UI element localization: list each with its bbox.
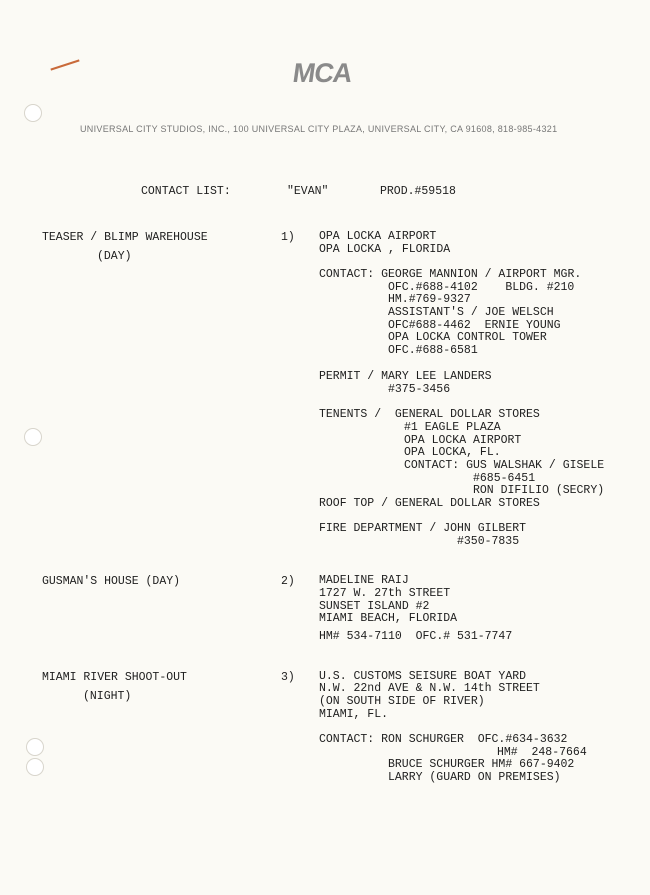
- contact-line: ASSISTANT'S / JOE WELSCH: [388, 306, 554, 319]
- scene-time: (DAY): [97, 250, 132, 263]
- binder-hole-bottom: [26, 738, 44, 756]
- roof-top-line: ROOF TOP / GENERAL DOLLAR STORES: [319, 497, 540, 510]
- location-line: (ON SOUTH SIDE OF RIVER): [319, 695, 485, 708]
- company-address: UNIVERSAL CITY STUDIOS, INC., 100 UNIVERSAL CITY PLAZA, UNIVERSAL CITY, CA 91608, 818-985-4321: [80, 124, 558, 134]
- entry-number: 1): [281, 231, 295, 244]
- location-line: MIAMI, FL.: [319, 708, 389, 721]
- location-line: 1727 W. 27th STREET: [319, 587, 451, 600]
- tenants-line: RON DIFILIO (SECRY): [473, 484, 605, 497]
- tenants-line: TENENTS / GENERAL DOLLAR STORES: [319, 408, 540, 421]
- contact-line: OFC.#688-4102 BLDG. #210: [388, 281, 575, 294]
- scene-name: GUSMAN'S HOUSE (DAY): [42, 575, 181, 588]
- contact-line: CONTACT: RON SCHURGER OFC.#634-3632: [319, 733, 568, 746]
- contact-line: OPA LOCKA CONTROL TOWER: [388, 331, 547, 344]
- company-logo: MCA: [290, 58, 354, 88]
- entry-number: 2): [281, 575, 295, 588]
- scene-name: TEASER / BLIMP WAREHOUSE: [42, 231, 208, 244]
- permit-line: #375-3456: [388, 383, 451, 396]
- contact-line: HM.#769-9327: [388, 293, 471, 306]
- scene-name: MIAMI RIVER SHOOT-OUT: [42, 671, 187, 684]
- production-number: PROD.#59518: [380, 185, 456, 198]
- fire-department-line: FIRE DEPARTMENT / JOHN GILBERT: [319, 522, 527, 535]
- tenants-line: #1 EAGLE PLAZA: [404, 421, 501, 434]
- binder-hole-top: [24, 104, 42, 122]
- location-line: MIAMI BEACH, FLORIDA: [319, 612, 458, 625]
- tenants-line: CONTACT: GUS WALSHAK / GISELE: [404, 459, 605, 472]
- contact-line: OFC#688-4462 ERNIE YOUNG: [388, 319, 561, 332]
- contact-line: OFC.#688-6581: [388, 344, 478, 357]
- pen-mark: [50, 59, 79, 70]
- production-title: "EVAN": [287, 185, 329, 198]
- tenants-line: #685-6451: [473, 472, 536, 485]
- contact-line: HM# 248-7664: [497, 746, 587, 759]
- contact-line: LARRY (GUARD ON PREMISES): [388, 771, 561, 784]
- permit-line: PERMIT / MARY LEE LANDERS: [319, 370, 492, 383]
- location-line: SUNSET ISLAND #2: [319, 600, 430, 613]
- location-line: N.W. 22nd AVE & N.W. 14th STREET: [319, 682, 540, 695]
- entry-number: 3): [281, 671, 295, 684]
- location-line: MADELINE RAIJ: [319, 574, 409, 587]
- location-line: OPA LOCKA AIRPORT: [319, 230, 437, 243]
- location-line: OPA LOCKA , FLORIDA: [319, 243, 451, 256]
- location-line: U.S. CUSTOMS SEISURE BOAT YARD: [319, 670, 527, 683]
- tenants-line: OPA LOCKA AIRPORT: [404, 434, 522, 447]
- contact-line: BRUCE SCHURGER HM# 667-9402: [388, 758, 575, 771]
- scene-time: (NIGHT): [83, 690, 132, 703]
- contact-list-label: CONTACT LIST:: [141, 185, 231, 198]
- fire-department-line: #350-7835: [457, 535, 520, 548]
- tenants-line: OPA LOCKA, FL.: [404, 446, 501, 459]
- binder-hole-bottom-2: [26, 758, 44, 776]
- contact-line: CONTACT: GEORGE MANNION / AIRPORT MGR.: [319, 268, 582, 281]
- binder-hole-middle: [24, 428, 42, 446]
- phone-line: HM# 534-7110 OFC.# 531-7747: [319, 630, 513, 643]
